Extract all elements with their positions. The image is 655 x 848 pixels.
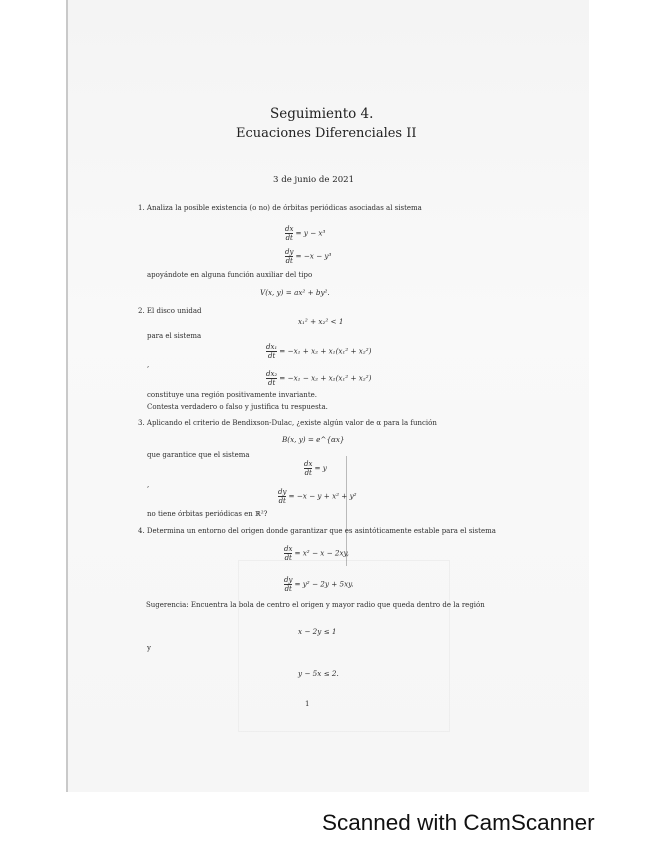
page-number: 1 (305, 700, 310, 708)
q1-equation-2: $\frac{dy}{dt}$ = −x − y³ (285, 248, 332, 266)
q1-auxiliary-function: V(x, y) = ax² + by². (260, 288, 330, 297)
question-4-hint: Sugerencia: Encuentra la bola de centro el origen y mayor radio que queda dentro de la región (146, 601, 485, 609)
question-1-text-2: apoyándote en alguna función auxiliar del tipo (147, 271, 313, 279)
camscanner-watermark: Scanned with CamScanner (322, 810, 595, 835)
q2-inequality: x₁² + x₂² < 1 (298, 317, 344, 326)
q3-equation-2: $\frac{dy}{dt}$ = −x − y + x² + y² (278, 488, 357, 506)
question-3-text: 3. Aplicando el criterio de Bendixson-Dulac, ¿existe algún valor de α para la función (138, 419, 437, 427)
q4-equation-1: $\frac{dx}{dt}$ = x² − x − 2xy, (284, 545, 349, 563)
question-4-text: 4. Determina un entorno del origen donde garantizar que es asintóticamente estable para el sistema (138, 527, 496, 535)
q4-inequality-1: x − 2y ≤ 1 (298, 627, 337, 636)
q3-function: B(x, y) = e^{αx} (282, 435, 345, 444)
q2-equation-1: $\frac{\text{dx₁}}{dt}$ = −x₁ + x₂ + x₁(x₁² + x₂²) (266, 343, 372, 361)
q4-equation-2: $\frac{dy}{dt}$ = y² − 2y + 5xy. (284, 576, 354, 594)
q3-equation-1: $\frac{dx}{dt}$ = y (304, 460, 327, 478)
q2-equation-2: $\frac{\text{dx₂}}{dt}$ = −x₁ − x₂ + x₂(x₁² + x₂²) (266, 370, 372, 388)
question-1-text: 1. Analiza la posible existencia (o no) de órbitas periódicas asociadas al sistema (138, 204, 422, 212)
question-3-text-2: que garantice que el sistema (147, 451, 250, 459)
q1-equation-1: $\frac{dx}{dt}$ = y − x³ (285, 225, 326, 243)
question-2-text: 2. El disco unidad (138, 307, 202, 315)
page-subtitle: Ecuaciones Diferenciales II (236, 126, 417, 141)
q4-conjunction: y (147, 644, 151, 652)
question-2-text-2: para el sistema (147, 332, 202, 340)
question-3-text-3: no tiene órbitas periódicas en ℝ²? (147, 510, 268, 518)
date: 3 de junio de 2021 (273, 175, 355, 185)
q4-inequality-2: y − 5x ≤ 2. (298, 669, 339, 678)
question-2-text-4: Contesta verdadero o falso y justifica tu respuesta. (147, 403, 328, 411)
page-title: Seguimiento 4. (270, 106, 374, 122)
q3-comma: , (147, 481, 150, 489)
question-2-text-3: constituye una región positivamente invariante. (147, 391, 317, 399)
q2-comma: , (147, 361, 150, 369)
